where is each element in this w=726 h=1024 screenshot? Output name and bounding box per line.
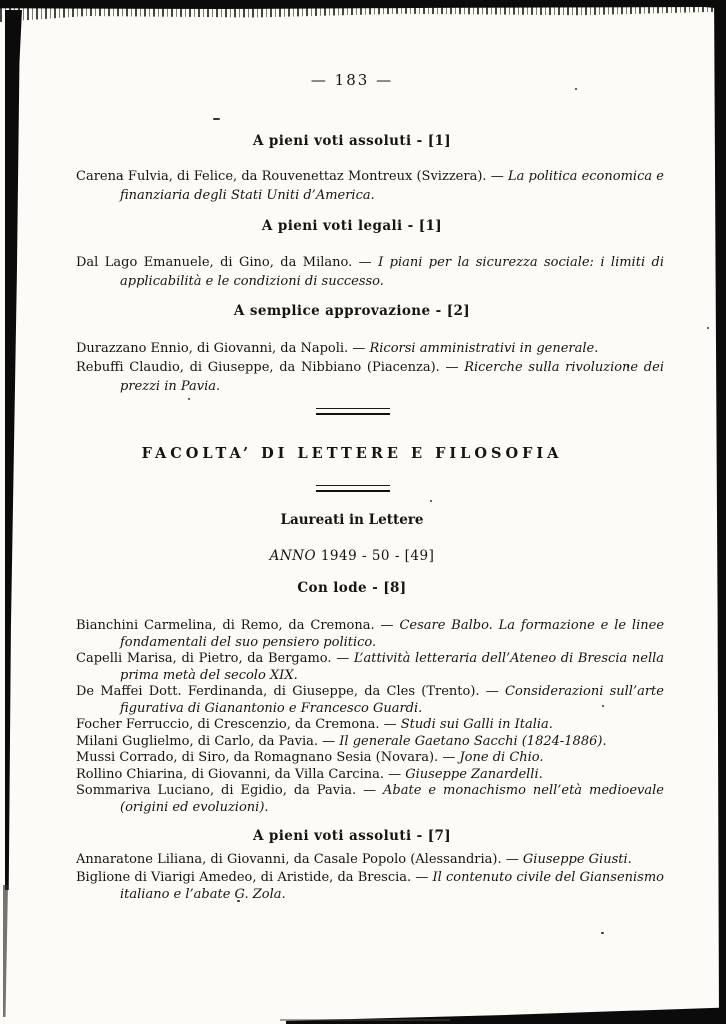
faculty-title: FACOLTA’ DI LETTERE E FILOSOFIA (141, 445, 563, 462)
entry-separator: — (380, 618, 394, 633)
scan-speckle (213, 118, 220, 120)
graduate-entry (76, 358, 664, 396)
entries-approvazione-2 (76, 339, 664, 396)
entries-legali-1 (76, 253, 664, 291)
section-heading-approvazione-2: A semplice approvazione - [2] (233, 303, 471, 319)
scan-speckle (707, 327, 709, 329)
entry-separator: — (388, 766, 402, 782)
graduate-name: Bianchini Carmelina, di Remo, da Cremona. (76, 618, 375, 633)
thesis-title: Il contenuto civile del Giansenismo italiano e l’abate G. Zola. (120, 869, 664, 902)
thesis-title: Ricerche sulla rivoluzione dei prezzi in Pavia. (120, 360, 664, 394)
scan-border-bottom-line (280, 1019, 450, 1021)
graduate-name: Mussi Corrado, di Siro, da Romagnano Sesia (Novara). (76, 750, 439, 765)
graduate-entry (76, 869, 664, 904)
graduate-entry (76, 783, 664, 816)
entry-separator: — (383, 717, 397, 732)
entries-assoluti-7 (76, 851, 664, 904)
entries-assoluti-1 (76, 167, 664, 205)
graduate-entry (76, 750, 664, 767)
entry-separator: — (442, 750, 456, 765)
entry-separator: — (322, 733, 336, 749)
entry-separator: — (415, 869, 429, 885)
graduate-entry (76, 684, 664, 717)
entry-separator: — (490, 169, 504, 184)
thesis-title: Studi sui Galli in Italia. (400, 717, 553, 732)
graduate-name: Durazzano Ennio, di Giovanni, da Napoli. (76, 341, 349, 356)
graduate-entry (76, 851, 664, 869)
section-heading-assoluti-1: A pieni voti assoluti - [1] (252, 133, 452, 149)
section-heading-legali-1: A pieni voti legali - [1] (261, 218, 443, 234)
thesis-title: Il generale Gaetano Sacchi (1824-1886). (339, 733, 607, 749)
entry-separator: — (505, 852, 519, 867)
graduate-name: Capelli Marisa, di Pietro, da Bergamo. (76, 651, 332, 666)
academic-year-word: ANNO (269, 548, 317, 564)
thesis-title: L’attività letteraria dell’Ateneo di Brescia nella prima metà del secolo XIX. (120, 651, 665, 683)
scan-border-bottom (286, 1006, 726, 1024)
thesis-title: Cesare Balbo. La formazione e le linee fondamentali del suo pensiero politico. (120, 618, 665, 650)
thesis-title: Giuseppe Giusti. (522, 852, 632, 867)
scan-speckle (188, 398, 190, 400)
page-number: — 183 — (310, 71, 394, 89)
scan-border-left-tail (3, 885, 8, 1017)
scan-border-top-fade (0, 7, 726, 22)
graduate-entry (76, 253, 664, 291)
graduate-name: Focher Ferruccio, di Crescenzio, da Cremona. (76, 717, 380, 732)
graduate-entry (76, 339, 664, 358)
graduate-entry (76, 651, 664, 684)
section-heading-assoluti-7: A pieni voti assoluti - [7] (252, 828, 452, 844)
graduate-entry (76, 734, 664, 751)
entry-separator: — (336, 651, 350, 666)
graduate-name: De Maffei Dott. Ferdinanda, di Giuseppe, da Cles (Trento). (76, 684, 480, 699)
graduate-name: Rollino Chiarina, di Giovanni, da Villa Carcina. (76, 766, 384, 782)
graduate-name: Annaratone Liliana, di Giovanni, da Casale Popolo (Alessandria). (76, 852, 502, 867)
scan-speckle (601, 932, 604, 934)
entry-separator: — (485, 684, 499, 699)
scan-border-left (5, 10, 22, 890)
graduate-name: Sommariva Luciano, di Egidio, da Pavia. (76, 783, 357, 798)
thesis-title: Jone di Chio. (459, 750, 544, 765)
graduate-entry (76, 717, 664, 734)
entry-separator: — (363, 783, 377, 798)
graduate-entry (76, 167, 664, 205)
entry-separator: — (358, 255, 372, 270)
scan-speckle (430, 500, 432, 502)
thesis-title: Considerazioni sull’arte figurativa di Gianantonio e Francesco Guardi. (120, 684, 664, 716)
thesis-title: La politica economica e finanziaria degli Stati Uniti d’America. (120, 169, 664, 203)
section-heading-con-lode-8: Con lode - [8] (297, 580, 407, 596)
graduate-name: Carena Fulvia, di Felice, da Rouvenettaz Montreux (Svizzera). (76, 169, 487, 184)
entries-con-lode-8 (76, 618, 664, 816)
thesis-title: Abate e monachismo nell’età medioevale (origini ed evoluzioni). (120, 783, 664, 815)
section-divider (316, 485, 390, 492)
graduate-name: Rebuffi Claudio, di Giuseppe, da Nibbiano (Piacenza). (76, 360, 440, 375)
scan-border-right (712, 6, 726, 1024)
thesis-title: Giuseppe Zanardelli. (405, 766, 543, 782)
entry-separator: — (445, 360, 459, 375)
degree-subtitle: Laureati in Lettere (280, 512, 424, 528)
entry-separator: — (352, 341, 366, 356)
academic-year (40, 548, 664, 564)
academic-year-value: 1949 - 50 - [49] (320, 548, 435, 564)
graduate-name: Biglione di Viarigi Amedeo, di Aristide, da Brescia. (76, 869, 412, 885)
thesis-title: Ricorsi amministrativi in generale. (369, 341, 599, 356)
graduate-name: Milani Guglielmo, di Carlo, da Pavia. (76, 733, 318, 749)
graduate-entry (76, 618, 664, 651)
thesis-title: I piani per la sicurezza sociale: i limiti di applicabilità e le condizioni di successo. (120, 255, 664, 289)
graduate-entry (76, 767, 664, 784)
graduate-name: Dal Lago Emanuele, di Gino, da Milano. (76, 255, 353, 270)
section-divider (316, 408, 390, 415)
